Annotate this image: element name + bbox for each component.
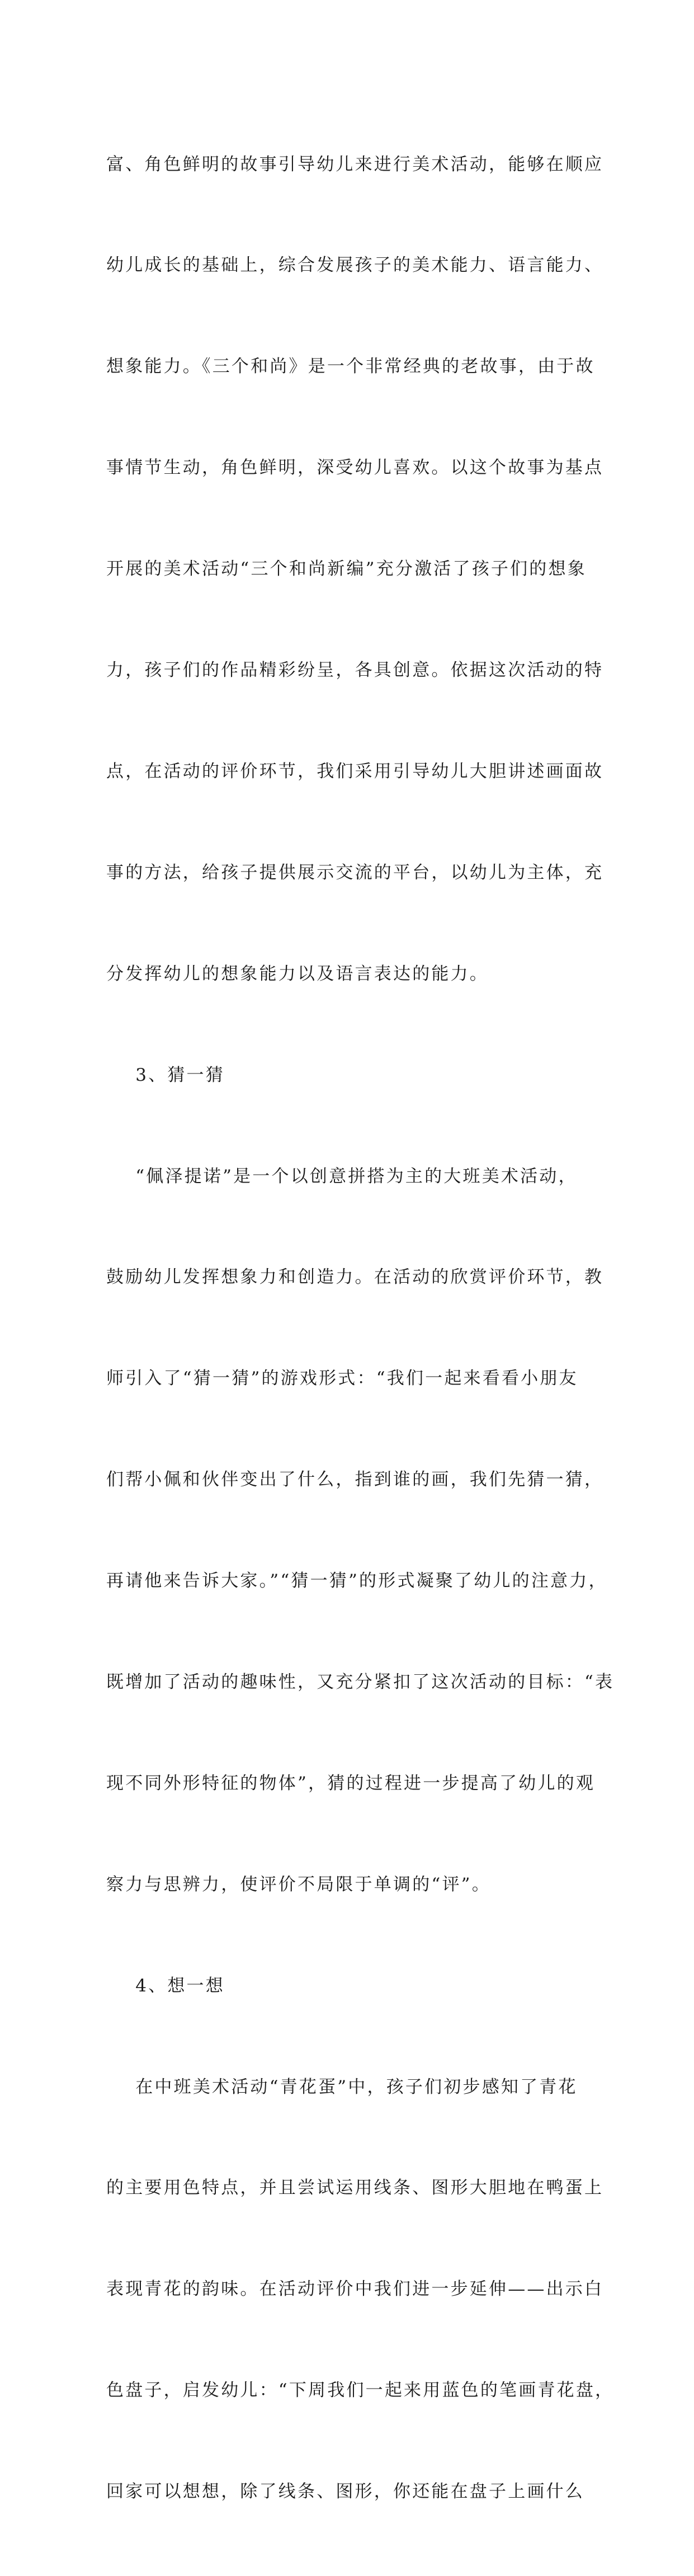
text-line: 事情节生动，角色鲜明，深受幼儿喜欢。以这个故事为基点 xyxy=(106,458,604,478)
text-line: 表现青花的韵味。在活动评价中我们进一步延伸——出示白 xyxy=(106,2279,604,2300)
text-line: 再请他来告诉大家。”“猜一猜”的形式凝聚了幼儿的注意力， xyxy=(106,1571,608,1591)
text-line: 师引入了“猜一猜”的游戏形式：“我们一起来看看小朋友 xyxy=(106,1368,578,1389)
text-line: 们帮小佩和伙伴变出了什么，指到谁的画，我们先猜一猜， xyxy=(106,1470,604,1490)
text-line: 力，孩子们的作品精彩纷呈，各具创意。依据这次活动的特 xyxy=(106,660,604,681)
text-line: 既增加了活动的趣味性，又充分紧扣了这次活动的目标：“表 xyxy=(106,1671,615,1692)
text-line: 回家可以想想，除了线条、图形，你还能在盘子上画什么 xyxy=(106,2481,584,2502)
text-line: 鼓励幼儿发挥想象力和创造力。在活动的欣赏评价环节，教 xyxy=(106,1267,604,1288)
text-line: 事的方法，给孩子提供展示交流的平台，以幼儿为主体，充 xyxy=(106,862,604,883)
text-line: 想象能力。《三个和尚》是一个非常经典的老故事，由于故 xyxy=(106,356,595,377)
text-line: “佩泽提诺”是一个以创意拼搭为主的大班美术活动， xyxy=(106,1166,578,1186)
text-line: 的主要用色特点，并且尝试运用线条、图形大胆地在鸭蛋上 xyxy=(106,2178,604,2198)
text-line: 点，在活动的评价环节，我们采用引导幼儿大胆讲述画面故 xyxy=(106,761,604,781)
text-line: 富、角色鲜明的故事引导幼儿来进行美术活动，能够在顺应 xyxy=(106,154,604,175)
body-text xyxy=(106,80,615,2576)
text-line: 现不同外形特征的物体”，猜的过程进一步提高了幼儿的观 xyxy=(106,1773,596,1793)
text-line: 色盘子，启发幼儿：“下周我们一起来用蓝色的笔画青花盘， xyxy=(106,2380,615,2401)
text-line: 在中班美术活动“青花蛋”中，孩子们初步感知了青花 xyxy=(106,2076,578,2097)
text-line: 幼儿成长的基础上，综合发展孩子的美术能力、语言能力、 xyxy=(106,255,604,276)
text-line: 分发挥幼儿的想象能力以及语言表达的能力。 xyxy=(106,963,489,984)
section-heading: 4、想一想 xyxy=(106,1975,225,1996)
text-line: 察力与思辨力，使评价不局限于单调的“评”。 xyxy=(106,1874,491,1895)
section-heading: 3、猜一猜 xyxy=(106,1065,225,1085)
text-line: 开展的美术活动“三个和尚新编”充分激活了孩子们的想象 xyxy=(106,559,587,580)
